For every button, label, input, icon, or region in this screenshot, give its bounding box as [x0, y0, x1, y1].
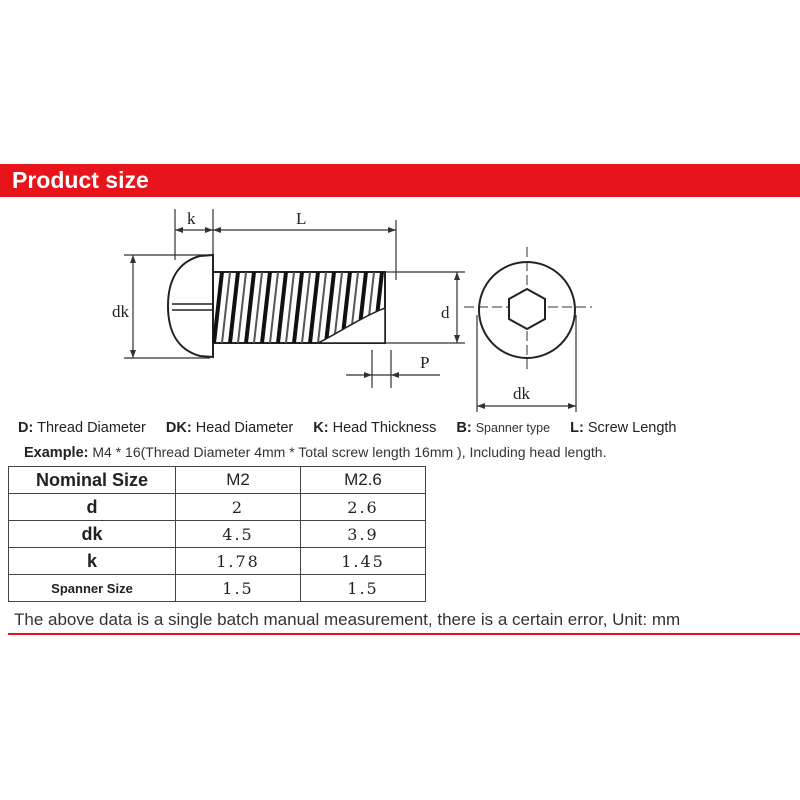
row-label: Spanner Size: [9, 575, 176, 602]
dk-side-label: dk: [112, 302, 129, 321]
size-table: [8, 466, 426, 602]
header-nominal-size: Nominal Size: [9, 467, 176, 494]
row-label: dk: [9, 521, 176, 548]
table-row: [9, 494, 426, 521]
section-banner: [0, 164, 800, 197]
legend-item-l: L: Screw Length: [570, 420, 677, 436]
legend-item-b: B: Spanner type: [456, 420, 551, 436]
P-label: P: [420, 353, 430, 372]
screw-dimension-diagram: [0, 200, 800, 415]
row-label: k: [9, 548, 176, 575]
table-cell: 1.78: [176, 548, 301, 575]
hex-socket-icon: [509, 289, 545, 329]
legend-item-k: K: Head Thickness: [313, 420, 437, 436]
table-cell: 2: [176, 494, 301, 521]
header-m2-6: M2.6: [301, 467, 426, 494]
table-cell: 1.45: [301, 548, 426, 575]
table-header-row: [9, 467, 426, 494]
table-cell: 2.6: [301, 494, 426, 521]
row-label: d: [9, 494, 176, 521]
example-line: [24, 444, 606, 461]
section-title: Product size: [12, 167, 149, 193]
k-label: k: [187, 209, 196, 228]
L-label: L: [296, 209, 307, 228]
table-row: [9, 575, 426, 602]
legend: [18, 420, 798, 436]
legend-item-dk: DK: Head Diameter: [165, 420, 294, 436]
header-m2: M2: [176, 467, 301, 494]
measurement-note: The above data is a single batch manual measurement, there is a certain error, Unit: mm: [14, 610, 681, 629]
table-cell: 4.5: [176, 521, 301, 548]
d-label: d: [441, 303, 450, 322]
table-row: [9, 548, 426, 575]
example-text: M4 * 16(Thread Diameter 4mm * Total screw length 16mm ), Including head length.: [92, 444, 607, 460]
divider: [8, 633, 800, 635]
table-cell: 3.9: [301, 521, 426, 548]
legend-item-d: D: Thread Diameter: [18, 420, 146, 436]
example-key: Example:: [24, 445, 89, 461]
dk-end-label: dk: [513, 384, 530, 403]
table-row: [9, 521, 426, 548]
table-cell: 1.5: [176, 575, 301, 602]
table-cell: 1.5: [301, 575, 426, 602]
